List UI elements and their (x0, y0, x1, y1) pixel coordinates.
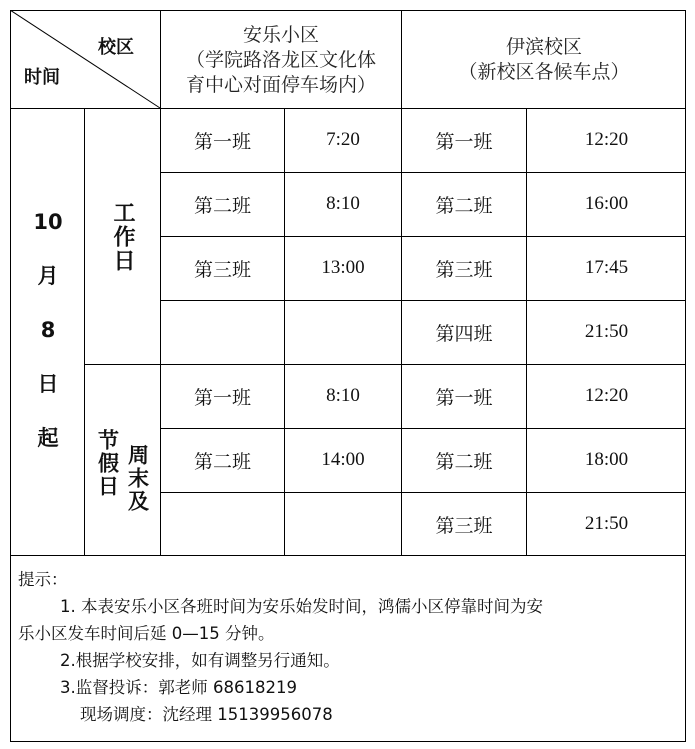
anle-label-cell: 第二班 (193, 194, 251, 217)
anle-label-cell: 第一班 (193, 130, 251, 153)
yibin-location: （新校区各候车点） (458, 61, 630, 83)
date-part: 起 (37, 426, 59, 450)
anle-label-cell (161, 492, 284, 556)
date-part: 月 (37, 264, 59, 288)
anle-time-cell (285, 492, 401, 556)
header-yibin (402, 24, 686, 96)
yibin-label-cell: 第三班 (435, 258, 493, 281)
date-part: 8 (40, 318, 56, 342)
corner-label-time: 时间 (24, 67, 60, 88)
anle-location-1: （学院路洛龙区文化体 (185, 48, 376, 71)
note-1-line-a: 1. 本表安乐小区各班时间为安乐始发时间，鸿儒小区停靠时间为安 (60, 597, 543, 616)
yibin-time-cell: 12:20 (584, 129, 629, 150)
yibin-label-cell: 第二班 (435, 194, 493, 217)
yibin-time-cell: 17:45 (584, 257, 629, 278)
yibin-label-cell: 第一班 (435, 386, 493, 409)
anle-label-cell: 第三班 (193, 258, 251, 281)
yibin-title: 伊滨校区 (505, 36, 582, 58)
yibin-label-cell: 第三班 (435, 514, 493, 537)
anle-time-cell: 8:10 (326, 193, 360, 214)
corner-label-campus: 校区 (98, 37, 134, 58)
anle-time-cell: 13:00 (321, 257, 365, 278)
notes-title: 提示： (18, 570, 68, 589)
yibin-label-cell: 第四班 (435, 322, 493, 345)
yibin-time-cell: 16:00 (584, 193, 629, 214)
group-holiday (85, 366, 160, 554)
note-3: 3.监督投诉：郭老师 68618219 (60, 678, 297, 697)
date-part: 10 (33, 210, 63, 234)
anle-label-cell: 第一班 (193, 386, 251, 409)
anle-time-cell: 7:20 (326, 129, 360, 150)
anle-location-2: 育中心对面停车场内） (185, 73, 376, 96)
holiday-label-col2: 节假日 (95, 428, 120, 498)
note-2: 2.根据学校安排，如有调整另行通知。 (60, 651, 340, 670)
anle-time-cell: 8:10 (326, 385, 360, 406)
anle-label-cell (161, 300, 284, 364)
header-anle (161, 14, 401, 106)
note-1-line-b: 乐小区发车时间后延 0—15 分钟。 (18, 624, 275, 643)
holiday-label-col1: 周末及 (125, 443, 150, 513)
note-4: 现场调度：沈经理 15139956078 (80, 705, 333, 724)
yibin-time-cell: 21:50 (584, 513, 629, 534)
start-date (12, 190, 84, 470)
yibin-label-cell: 第二班 (435, 450, 493, 473)
anle-label-cell: 第二班 (193, 450, 251, 473)
anle-time-cell (285, 300, 401, 364)
group-workday: 工作日 (110, 201, 135, 273)
notes-section (18, 566, 678, 728)
group-divider (84, 364, 161, 365)
yibin-time-cell: 18:00 (584, 449, 629, 470)
date-part: 日 (37, 372, 59, 396)
yibin-time-cell: 12:20 (584, 385, 629, 406)
yibin-time-cell: 21:50 (584, 321, 629, 342)
anle-time-cell: 14:00 (321, 449, 365, 470)
yibin-label-cell: 第一班 (435, 130, 493, 153)
anle-title: 安乐小区 (242, 23, 319, 46)
